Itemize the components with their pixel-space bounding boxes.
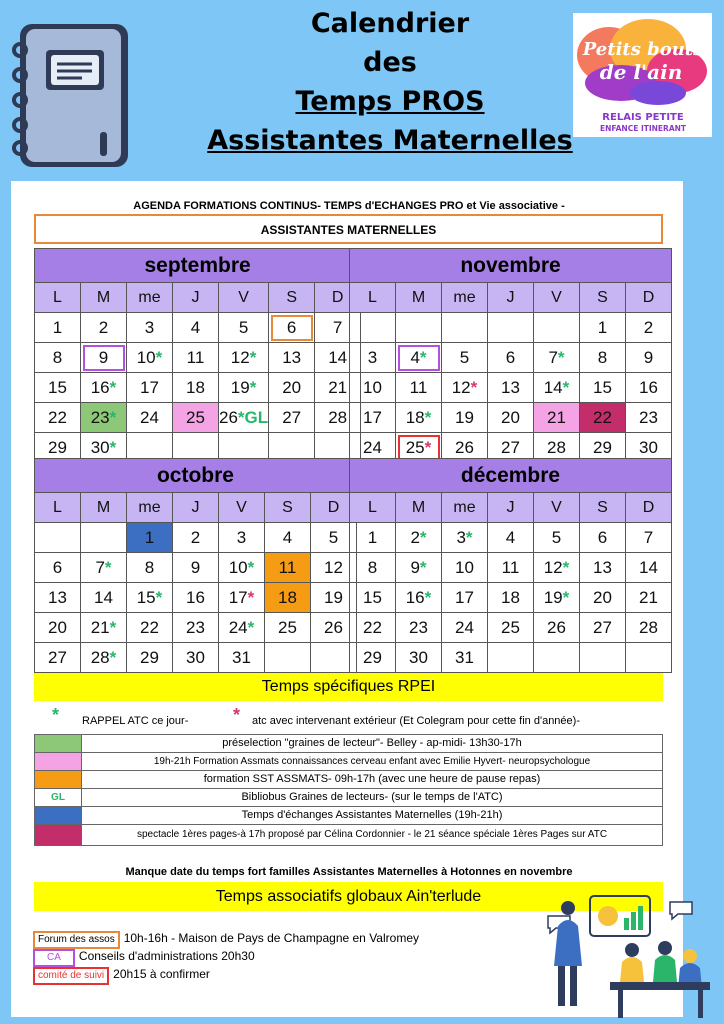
day-cell: 25 xyxy=(488,613,534,643)
day-cell: 26 xyxy=(442,433,488,463)
day-header: me xyxy=(127,493,173,523)
day-header: J xyxy=(488,283,534,313)
day-header: M xyxy=(396,493,442,523)
day-cell: 16* xyxy=(81,373,127,403)
day-cell: 18 xyxy=(265,583,311,613)
day-cell: 9 xyxy=(173,553,219,583)
day-cell: 12* xyxy=(219,343,269,373)
month-title-october: octobre xyxy=(35,459,357,493)
day-cell: 3 xyxy=(350,343,396,373)
day-header: M xyxy=(396,283,442,313)
day-cell: 21* xyxy=(81,613,127,643)
title-line-2: des xyxy=(363,47,417,78)
day-cell: 19* xyxy=(534,583,580,613)
day-cell: 30 xyxy=(626,433,672,463)
day-cell: 4 xyxy=(173,313,219,343)
day-cell: 27 xyxy=(35,643,81,673)
day-cell: 26*GL xyxy=(219,403,269,433)
day-cell: 31 xyxy=(442,643,488,673)
meeting-illustration xyxy=(540,886,720,1022)
day-cell: 5 xyxy=(311,523,357,553)
day-header: D xyxy=(311,493,357,523)
day-cell xyxy=(350,313,396,343)
title-line-3: Temps PROS xyxy=(295,86,485,117)
legend-swatch xyxy=(35,771,81,788)
day-cell xyxy=(442,313,488,343)
calendar-september xyxy=(34,248,361,463)
day-header: D xyxy=(315,283,361,313)
day-cell: 18 xyxy=(488,583,534,613)
day-cell: 17* xyxy=(219,583,265,613)
day-header: S xyxy=(269,283,315,313)
day-cell: 8 xyxy=(35,343,81,373)
day-cell xyxy=(534,313,580,343)
assoc-times-bar: Temps associatifs globaux Ain'terlude xyxy=(34,882,663,911)
day-cell: 12* xyxy=(534,553,580,583)
ca-item xyxy=(33,947,255,965)
day-header: J xyxy=(173,493,219,523)
day-cell: 25* xyxy=(396,433,442,463)
day-cell: 17 xyxy=(442,583,488,613)
day-cell: 29 xyxy=(35,433,81,463)
day-cell: 23 xyxy=(173,613,219,643)
day-cell: 27 xyxy=(488,433,534,463)
day-cell: 5 xyxy=(219,313,269,343)
day-cell: 8 xyxy=(127,553,173,583)
atc-ext-text: atc avec intervenant extérieur (Et Colegram pour cette fin d'année)- xyxy=(252,715,580,727)
day-header: V xyxy=(534,493,580,523)
day-header: J xyxy=(488,493,534,523)
star-legend xyxy=(34,705,663,729)
day-cell: 23 xyxy=(396,613,442,643)
day-cell xyxy=(396,313,442,343)
day-header: L xyxy=(350,493,396,523)
day-cell: 22 xyxy=(127,613,173,643)
day-cell: 11 xyxy=(265,553,311,583)
ca-tag: CA xyxy=(33,949,75,967)
green-star-icon: * xyxy=(52,705,60,725)
day-cell: 7 xyxy=(315,313,361,343)
day-cell xyxy=(580,643,626,673)
day-cell: 21 xyxy=(315,373,361,403)
day-header: S xyxy=(580,493,626,523)
day-cell: 3 xyxy=(127,313,173,343)
legend-text: Temps d'échanges Assistantes Maternelles (19h-21h) xyxy=(81,807,662,824)
day-cell xyxy=(626,643,672,673)
legend-swatch xyxy=(35,825,81,845)
day-cell: 22 xyxy=(35,403,81,433)
day-cell: 8 xyxy=(350,553,396,583)
day-cell: 26 xyxy=(534,613,580,643)
title-line-1: Calendrier xyxy=(310,8,470,39)
day-cell: 22 xyxy=(580,403,626,433)
red-star-icon: * xyxy=(233,705,241,725)
day-header: L xyxy=(350,283,396,313)
month-title-december: décembre xyxy=(350,459,672,493)
day-cell xyxy=(488,643,534,673)
day-cell: 28 xyxy=(626,613,672,643)
relais-logo xyxy=(573,13,712,137)
day-header: me xyxy=(442,493,488,523)
day-header: V xyxy=(219,283,269,313)
day-header: D xyxy=(626,283,672,313)
day-cell: 29 xyxy=(350,643,396,673)
day-cell: 6 xyxy=(35,553,81,583)
day-cell: 2 xyxy=(626,313,672,343)
day-cell: 1 xyxy=(580,313,626,343)
month-title-september: septembre xyxy=(35,249,361,283)
day-cell: 15 xyxy=(35,373,81,403)
day-cell: 2 xyxy=(81,313,127,343)
missing-date-note: Manque date du temps fort familles Assistantes Maternelles à Hotonnes en novembre xyxy=(125,866,573,878)
day-header: me xyxy=(442,283,488,313)
day-header: M xyxy=(81,493,127,523)
day-cell: 15* xyxy=(127,583,173,613)
notebook-icon xyxy=(8,20,133,170)
calendar-november xyxy=(349,248,672,463)
forum-item xyxy=(33,929,419,947)
page-title xyxy=(170,4,610,160)
day-cell: 30 xyxy=(396,643,442,673)
day-cell: 29 xyxy=(580,433,626,463)
day-cell: 23* xyxy=(81,403,127,433)
day-cell xyxy=(35,523,81,553)
day-cell: 19* xyxy=(219,373,269,403)
day-header: V xyxy=(534,283,580,313)
day-cell: 30 xyxy=(173,643,219,673)
day-cell: 10* xyxy=(219,553,265,583)
day-cell: 9* xyxy=(396,553,442,583)
legend-text: 19h-21h Formation Assmats connaissances cerveau enfant avec Emilie Hyvert- neuropsychologue xyxy=(81,753,662,770)
day-cell: 31 xyxy=(219,643,265,673)
legend-text: préselection "graines de lecteur"- Belley - ap-midi- 13h30-17h xyxy=(81,735,662,752)
day-cell: 15 xyxy=(580,373,626,403)
day-cell: 16 xyxy=(626,373,672,403)
day-cell: 11 xyxy=(396,373,442,403)
legend-row xyxy=(34,770,663,789)
day-cell: 21 xyxy=(626,583,672,613)
day-cell: 25 xyxy=(265,613,311,643)
day-cell: 2 xyxy=(173,523,219,553)
day-cell: 21 xyxy=(534,403,580,433)
day-cell: 10 xyxy=(442,553,488,583)
day-cell: 15 xyxy=(350,583,396,613)
legend-swatch xyxy=(35,735,81,752)
specific-times-bar: Temps spécifiques RPEI xyxy=(34,673,663,701)
day-cell xyxy=(534,643,580,673)
day-cell: 23 xyxy=(626,403,672,433)
day-cell: 12* xyxy=(442,373,488,403)
day-header: J xyxy=(173,283,219,313)
logo-line-1: Petits bouts xyxy=(582,39,704,60)
forum-text: 10h-16h - Maison de Pays de Champagne en Valromey xyxy=(123,931,419,945)
legend-text: Bibliobus Graines de lecteurs- (sur le temps de l'ATC) xyxy=(81,789,662,806)
day-cell: 16 xyxy=(173,583,219,613)
legend-row xyxy=(34,734,663,753)
day-cell: 29 xyxy=(127,643,173,673)
day-cell: 24* xyxy=(219,613,265,643)
day-cell: 9 xyxy=(626,343,672,373)
legend-swatch: GL xyxy=(35,789,81,806)
calendar-december xyxy=(349,458,672,673)
logo-sub-2: ENFANCE ITINERANT xyxy=(599,124,687,133)
day-cell: 3 xyxy=(219,523,265,553)
day-cell: 14* xyxy=(534,373,580,403)
day-header: L xyxy=(35,283,81,313)
forum-tag: Forum des assos xyxy=(33,931,120,949)
day-cell: 28* xyxy=(81,643,127,673)
day-header: S xyxy=(265,493,311,523)
legend-row xyxy=(34,752,663,771)
assistantes-heading-text: ASSISTANTES MATERNELLES xyxy=(260,223,437,237)
day-cell: 2* xyxy=(396,523,442,553)
day-cell: 28 xyxy=(534,433,580,463)
day-cell: 27 xyxy=(580,613,626,643)
day-cell: 6 xyxy=(580,523,626,553)
day-cell: 12 xyxy=(311,553,357,583)
day-cell: 8 xyxy=(580,343,626,373)
day-cell: 24 xyxy=(350,433,396,463)
day-cell: 18 xyxy=(173,373,219,403)
day-cell: 19 xyxy=(311,583,357,613)
day-cell: 5 xyxy=(442,343,488,373)
day-cell: 24 xyxy=(127,403,173,433)
comite-text: 20h15 à confirmer xyxy=(113,967,210,981)
day-cell: 30* xyxy=(81,433,127,463)
day-cell: 7* xyxy=(81,553,127,583)
day-cell: 19 xyxy=(442,403,488,433)
month-title-november: novembre xyxy=(350,249,672,283)
logo-line-2: de l'ain xyxy=(599,60,683,84)
day-cell: 1 xyxy=(350,523,396,553)
day-cell: 13 xyxy=(35,583,81,613)
day-header: S xyxy=(580,283,626,313)
day-cell: 6 xyxy=(488,343,534,373)
day-cell: 26 xyxy=(311,613,357,643)
day-cell: 11 xyxy=(488,553,534,583)
legend-swatch xyxy=(35,753,81,770)
legend-row xyxy=(34,824,663,846)
day-header: me xyxy=(127,283,173,313)
day-cell: 4 xyxy=(265,523,311,553)
day-cell: 1 xyxy=(127,523,173,553)
day-cell xyxy=(488,313,534,343)
day-cell: 6 xyxy=(269,313,315,343)
day-header: M xyxy=(81,283,127,313)
day-cell: 3* xyxy=(442,523,488,553)
day-cell: 5 xyxy=(534,523,580,553)
day-cell xyxy=(81,523,127,553)
day-cell: 20 xyxy=(35,613,81,643)
day-cell: 10* xyxy=(127,343,173,373)
day-header: L xyxy=(35,493,81,523)
day-cell: 14 xyxy=(81,583,127,613)
day-header: D xyxy=(626,493,672,523)
legend-swatch xyxy=(35,807,81,824)
day-cell: 28 xyxy=(315,403,361,433)
day-cell: 14 xyxy=(626,553,672,583)
legend-row xyxy=(34,788,663,807)
day-cell: 13 xyxy=(580,553,626,583)
day-cell: 7 xyxy=(626,523,672,553)
day-cell: 9 xyxy=(81,343,127,373)
legend-row xyxy=(34,806,663,825)
day-cell: 10 xyxy=(350,373,396,403)
title-line-4: Assistantes Maternelles xyxy=(207,125,573,156)
day-cell: 24 xyxy=(442,613,488,643)
agenda-heading: AGENDA FORMATIONS CONTINUS- TEMPS d'ECHANGES PRO et Vie associative - xyxy=(133,200,565,212)
day-cell: 27 xyxy=(269,403,315,433)
day-cell: 18* xyxy=(396,403,442,433)
day-cell: 22 xyxy=(350,613,396,643)
ca-text: Conseils d'administrations 20h30 xyxy=(78,949,255,963)
day-cell: 13 xyxy=(488,373,534,403)
comite-tag: comité de suivi xyxy=(33,967,109,985)
day-cell: 13 xyxy=(269,343,315,373)
day-header: V xyxy=(219,493,265,523)
legend-text: formation SST ASSMATS- 09h-17h (avec une heure de pause repas) xyxy=(81,771,662,788)
comite-item xyxy=(33,965,210,983)
assistantes-heading xyxy=(34,214,663,244)
day-cell: 1 xyxy=(35,313,81,343)
calendar-october xyxy=(34,458,357,673)
day-cell: 11 xyxy=(173,343,219,373)
day-cell: 20 xyxy=(488,403,534,433)
day-cell xyxy=(265,643,311,673)
day-cell: 17 xyxy=(350,403,396,433)
day-cell: 7* xyxy=(534,343,580,373)
day-cell: 16* xyxy=(396,583,442,613)
day-cell: 4 xyxy=(488,523,534,553)
legend-text: spectacle 1ères pages-à 17h proposé par Célina Cordonnier - le 21 séance spéciale 1ères Pages sur ATC xyxy=(81,825,662,845)
rappel-text: RAPPEL ATC ce jour- xyxy=(82,715,189,727)
day-cell: 14 xyxy=(315,343,361,373)
day-cell: 25 xyxy=(173,403,219,433)
day-cell: 4* xyxy=(396,343,442,373)
day-cell: 20 xyxy=(269,373,315,403)
day-cell: 20 xyxy=(580,583,626,613)
day-cell: 17 xyxy=(127,373,173,403)
logo-sub-1: RELAIS PETITE xyxy=(602,112,684,123)
